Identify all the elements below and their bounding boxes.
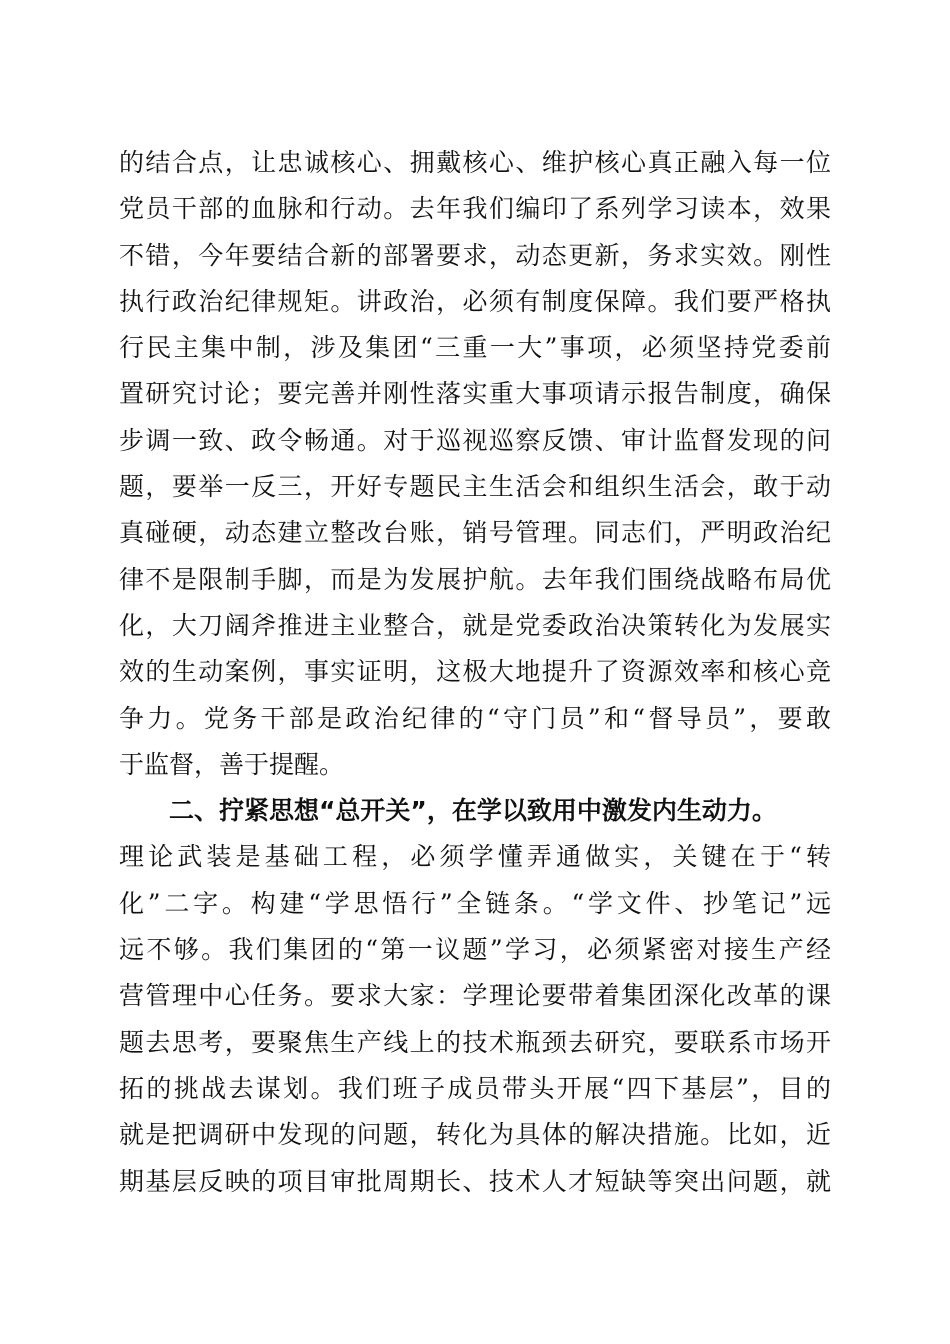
text-line: 步调一致、政令畅通。对于巡视巡察反馈、审计监督发现的问 xyxy=(119,425,831,455)
text-line: 不错，今年要结合新的部署要求，动态更新，务求实效。刚性 xyxy=(119,240,831,270)
text-line: 真碰硬，动态建立整改台账，销号管理。同志们，严明政治纪 xyxy=(119,518,831,548)
text-line: 远不够。我们集团的“第一议题”学习，必须紧密对接生产经 xyxy=(119,935,831,965)
text-line: 就是把调研中发现的问题，转化为具体的解决措施。比如，近 xyxy=(119,1120,831,1150)
text-line: 期基层反映的项目审批周期长、技术人才短缺等突出问题，就 xyxy=(119,1166,831,1196)
text-line: 化”二字。构建“学思悟行”全链条。“学文件、抄笔记”远 xyxy=(119,888,831,918)
text-line: 营管理中心任务。要求大家：学理论要带着集团深化改革的课 xyxy=(119,981,831,1011)
text-line: 争力。党务干部是政治纪律的“守门员”和“督导员”，要敢 xyxy=(119,703,831,733)
text-line: 党员干部的血脉和行动。去年我们编印了系列学习读本，效果 xyxy=(119,194,831,224)
text-line: 题，要举一反三，开好专题民主生活会和组织生活会，敢于动 xyxy=(119,472,831,502)
text-line: 行民主集中制，涉及集团“三重一大”事项，必须坚持党委前 xyxy=(119,333,831,363)
text-line: 律不是限制手脚，而是为发展护航。去年我们围绕战略布局优 xyxy=(119,564,831,594)
text-line: 题去思考，要聚焦生产线上的技术瓶颈去研究，要联系市场开 xyxy=(119,1027,831,1057)
text-line: 效的生动案例，事实证明，这极大地提升了资源效率和核心竞 xyxy=(119,657,831,687)
text-line: 理论武装是基础工程，必须学懂弄通做实，关键在于“转 xyxy=(119,842,831,872)
text-line: 化，大刀阔斧推进主业整合，就是党委政治决策转化为发展实 xyxy=(119,610,831,640)
text-line: 于监督，善于提醒。 xyxy=(119,749,345,779)
section-heading: 二、拧紧思想“总开关”，在学以致用中激发内生动力。 xyxy=(169,796,777,826)
text-line: 置研究讨论；要完善并刚性落实重大事项请示报告制度，确保 xyxy=(119,379,831,409)
text-line: 拓的挑战去谋划。我们班子成员带头开展“四下基层”，目的 xyxy=(119,1073,831,1103)
text-line: 执行政治纪律规矩。讲政治，必须有制度保障。我们要严格执 xyxy=(119,286,831,316)
text-line: 的结合点，让忠诚核心、拥戴核心、维护核心真正融入每一位 xyxy=(119,148,831,177)
document-body xyxy=(119,140,831,1205)
